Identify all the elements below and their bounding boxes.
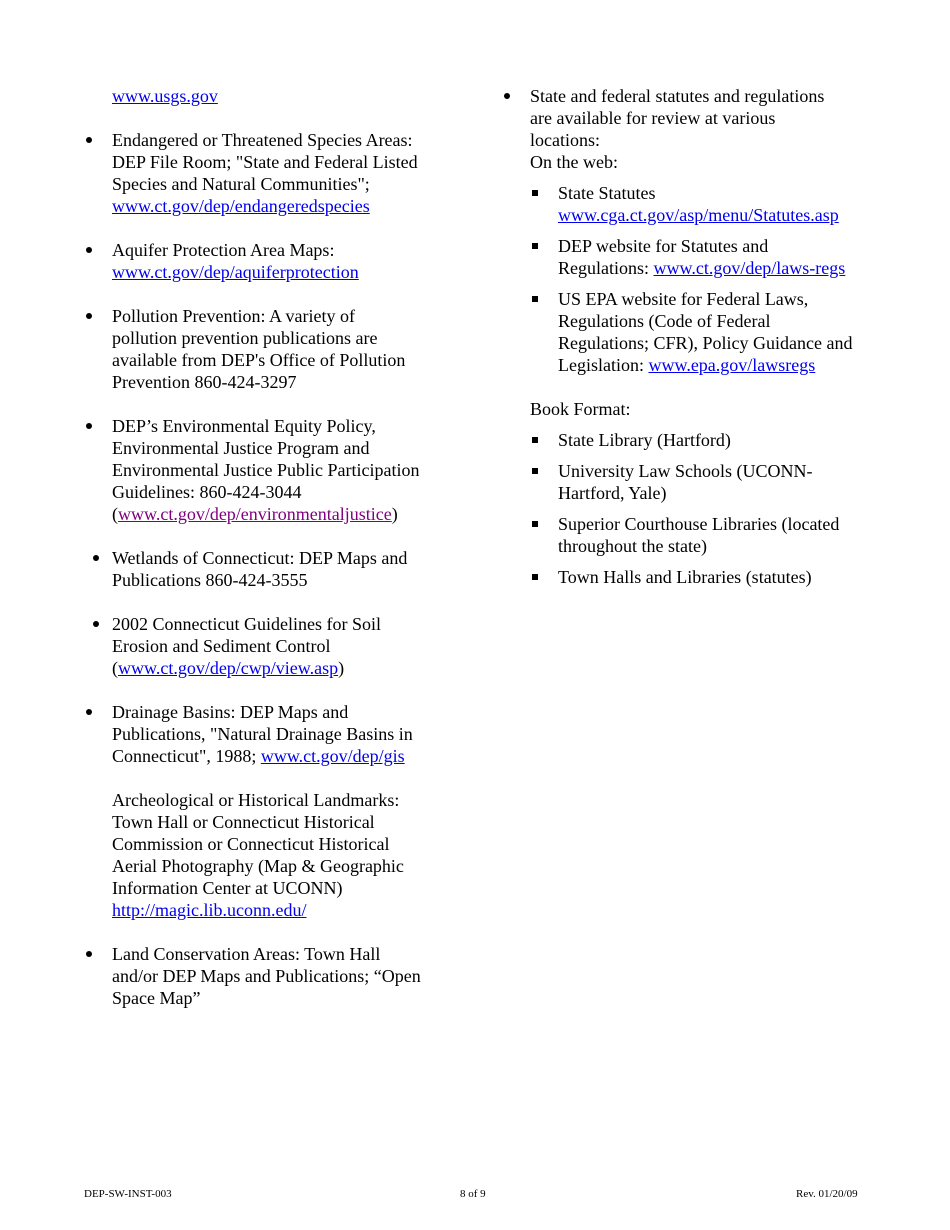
book-item-courthouse	[530, 513, 882, 557]
equity-item	[84, 415, 454, 525]
archeological-line-3: Commission or Connecticut Historical	[112, 834, 390, 854]
aquifer-link[interactable]: www.ct.gov/dep/aquiferprotection	[112, 262, 359, 282]
soil-line-1: 2002 Connecticut Guidelines for Soil	[112, 614, 381, 634]
web-item-3-line-4	[558, 354, 882, 376]
drainage-line-3	[112, 745, 454, 767]
bullet-icon	[84, 305, 112, 327]
square-bullet-icon	[530, 182, 558, 204]
paren-close: )	[338, 658, 345, 678]
web-item-2-line-1: DEP website for Statutes and	[558, 236, 769, 256]
square-bullet-icon	[530, 566, 558, 588]
pollution-line-1: Pollution Prevention: A variety of	[112, 306, 355, 326]
drainage-line-1: Drainage Basins: DEP Maps and	[112, 702, 349, 722]
web-item-2-prefix: Regulations:	[558, 258, 654, 278]
book-item-law-schools	[530, 460, 882, 504]
aquifer-item	[84, 239, 454, 283]
usgs-entry	[84, 85, 454, 107]
square-bullet-icon	[530, 513, 558, 535]
footer-doc-id: DEP-SW-INST-003	[84, 1188, 172, 1200]
web-item-dep-statutes	[530, 235, 882, 279]
book-format-label: Book Format:	[530, 399, 631, 419]
book-item-town-halls	[530, 566, 882, 588]
bullet-icon	[91, 613, 119, 635]
land-line-3: Space Map”	[112, 988, 201, 1008]
archeological-line-5: Information Center at UCONN)	[112, 878, 343, 898]
epa-laws-regs-link[interactable]: www.epa.gov/lawsregs	[648, 355, 816, 375]
book-item-3-line-1: Superior Courthouse Libraries (located	[558, 514, 840, 534]
statutes-line-4: On the web:	[530, 152, 618, 172]
endangered-line-2: DEP File Room; "State and Federal Listed	[112, 152, 418, 172]
statutes-line-1: State and federal statutes and regulations	[530, 86, 825, 106]
book-item-2-line-2: Hartford, Yale)	[558, 483, 667, 503]
equity-line-2: Environmental Justice Program and	[112, 438, 370, 458]
web-item-3-line-3: Regulations; CFR), Policy Guidance and	[558, 333, 853, 353]
book-item-1-line-1: State Library (Hartford)	[558, 430, 731, 450]
bullet-icon	[91, 547, 119, 569]
bullet-icon	[84, 943, 112, 965]
dep-laws-regs-link[interactable]: www.ct.gov/dep/laws-regs	[653, 258, 846, 278]
wetlands-line-2: Publications 860-424-3555	[112, 570, 308, 590]
wetlands-line-1: Wetlands of Connecticut: DEP Maps and	[112, 548, 408, 568]
book-item-state-library	[530, 429, 882, 451]
bullet-icon	[502, 85, 530, 107]
endangered-species-link[interactable]: www.ct.gov/dep/endangeredspecies	[112, 196, 370, 216]
land-conservation-item	[84, 943, 454, 1009]
state-statutes-link[interactable]: www.cga.ct.gov/asp/menu/Statutes.asp	[558, 205, 839, 225]
archeological-line-2: Town Hall or Connecticut Historical	[112, 812, 375, 832]
left-column	[84, 85, 454, 1009]
square-bullet-icon	[530, 429, 558, 451]
endangered-species-item	[84, 129, 454, 217]
land-line-2: and/or DEP Maps and Publications; “Open	[112, 966, 421, 986]
footer-page-number: 8 of 9	[460, 1188, 486, 1200]
equity-line-4: Guidelines: 860-424-3044	[112, 482, 302, 502]
bullet-icon	[84, 701, 112, 723]
archeological-item	[84, 789, 454, 921]
soil-erosion-link[interactable]: www.ct.gov/dep/cwp/view.asp	[118, 658, 339, 678]
drainage-line-2: Publications, "Natural Drainage Basins in	[112, 724, 413, 744]
book-item-4-line-1: Town Halls and Libraries (statutes)	[558, 567, 812, 587]
wetlands-item	[91, 547, 461, 591]
equity-line-3: Environmental Justice Public Participation	[112, 460, 420, 480]
pollution-item	[84, 305, 454, 393]
bullet-icon	[84, 239, 112, 261]
web-item-2-line-2	[558, 257, 882, 279]
right-column	[502, 85, 882, 588]
drainage-item	[84, 701, 454, 767]
bullet-icon	[84, 129, 112, 151]
pollution-line-4: Prevention 860-424-3297	[112, 372, 297, 392]
land-line-1: Land Conservation Areas: Town Hall	[112, 944, 381, 964]
aquifer-line-1: Aquifer Protection Area Maps:	[112, 240, 335, 260]
endangered-line-1: Endangered or Threatened Species Areas:	[112, 130, 413, 150]
statutes-intro-item	[502, 85, 882, 588]
archeological-line-4: Aerial Photography (Map & Geographic	[112, 856, 404, 876]
soil-erosion-item	[91, 613, 461, 679]
web-item-epa	[530, 288, 882, 376]
statutes-line-3: locations:	[530, 130, 600, 150]
gis-link[interactable]: www.ct.gov/dep/gis	[260, 746, 405, 766]
drainage-prefix: Connecticut", 1988;	[112, 746, 261, 766]
archeological-line-1: Archeological or Historical Landmarks:	[112, 790, 400, 810]
equity-line-5	[112, 503, 454, 525]
web-item-1-line-1: State Statutes	[558, 183, 656, 203]
soil-line-3	[112, 657, 461, 679]
paren-open: (	[112, 658, 118, 678]
environmental-justice-link[interactable]: www.ct.gov/dep/environmentaljustice	[118, 504, 392, 524]
square-bullet-icon	[530, 460, 558, 482]
book-item-2-line-1: University Law Schools (UCONN-	[558, 461, 813, 481]
magic-uconn-link[interactable]: http://magic.lib.uconn.edu/	[112, 900, 307, 920]
equity-line-1: DEP’s Environmental Equity Policy,	[112, 416, 376, 436]
book-item-3-line-2: throughout the state)	[558, 536, 707, 556]
web-item-3-line-2: Regulations (Code of Federal	[558, 311, 771, 331]
bullet-icon	[84, 415, 112, 437]
web-item-state-statutes	[530, 182, 882, 226]
web-item-3-prefix: Legislation:	[558, 355, 649, 375]
soil-line-2: Erosion and Sediment Control	[112, 636, 331, 656]
endangered-line-3: Species and Natural Communities";	[112, 174, 370, 194]
square-bullet-icon	[530, 235, 558, 257]
paren-open: (	[112, 504, 118, 524]
pollution-line-3: available from DEP's Office of Pollution	[112, 350, 406, 370]
square-bullet-icon	[530, 288, 558, 310]
footer-revision: Rev. 01/20/09	[796, 1188, 858, 1200]
paren-close: )	[391, 504, 398, 524]
web-item-3-line-1: US EPA website for Federal Laws,	[558, 289, 809, 309]
statutes-line-2: are available for review at various	[530, 108, 776, 128]
usgs-link[interactable]: www.usgs.gov	[112, 86, 218, 106]
pollution-line-2: pollution prevention publications are	[112, 328, 378, 348]
